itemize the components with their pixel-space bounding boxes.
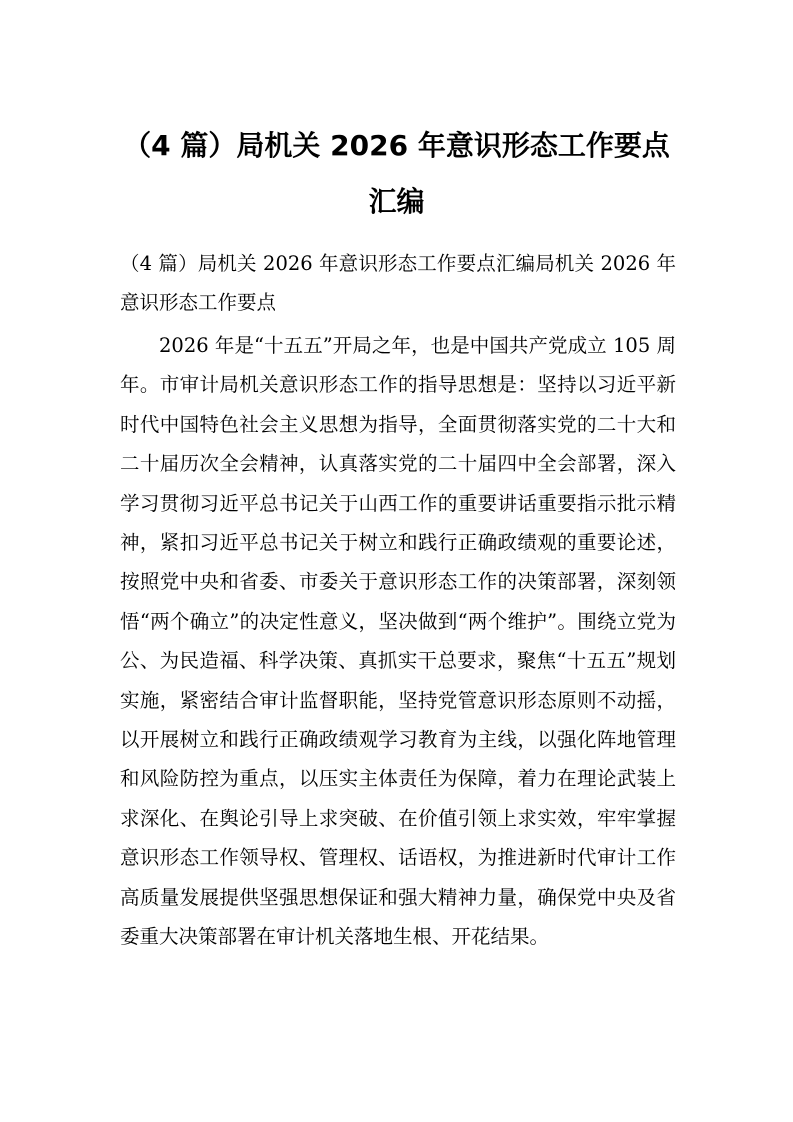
intro-paragraph: （4 篇）局机关 2026 年意识形态工作要点汇编局机关 2026 年意识形态工作要点 bbox=[120, 252, 676, 315]
document-title: （4 篇）局机关 2026 年意识形态工作要点汇编 bbox=[123, 129, 670, 218]
body-paragraph: 2026 年是“十五五”开局之年，也是中国共产党成立 105 周年。市审计局机关意识形态工作的指导思想是：坚持以习近平新时代中国特色社会主义思想为指导，全面贯彻落实党的二十大和二十届历次全会精神，认真落实党的二十届四中全会部署，深入学习贯彻习近平总书记关于山西工作的重要讲话重要指示批示精神，紧扣习近平总书记关于树立和践行正确政绩观的重要论述，按照党中央和省委、市委关于意识形态工作的决策部署，深刻领悟“两个确立”的决定性意义，坚决做到“两个维护”。围绕立党为公、为民造福、科学决策、真抓实干总要求，聚焦“十五五”规划实施，紧密结合审计监督职能，坚持党管意识形态原则不动摇，以开展树立和践行正确政绩观学习教育为主线，以强化阵地管理和风险防控为重点，以压实主体责任为保障，着力在理论武装上求深化、在舆论引导上求突破、在价值引领上求实效，牢牢掌握意识形态工作领导权、管理权、话语权，为推进新时代审计工作高质量发展提供坚强思想保证和强大精神力量，确保党中央及省委重大决策部署在审计机关落地生根、开花结果。 bbox=[120, 334, 676, 949]
